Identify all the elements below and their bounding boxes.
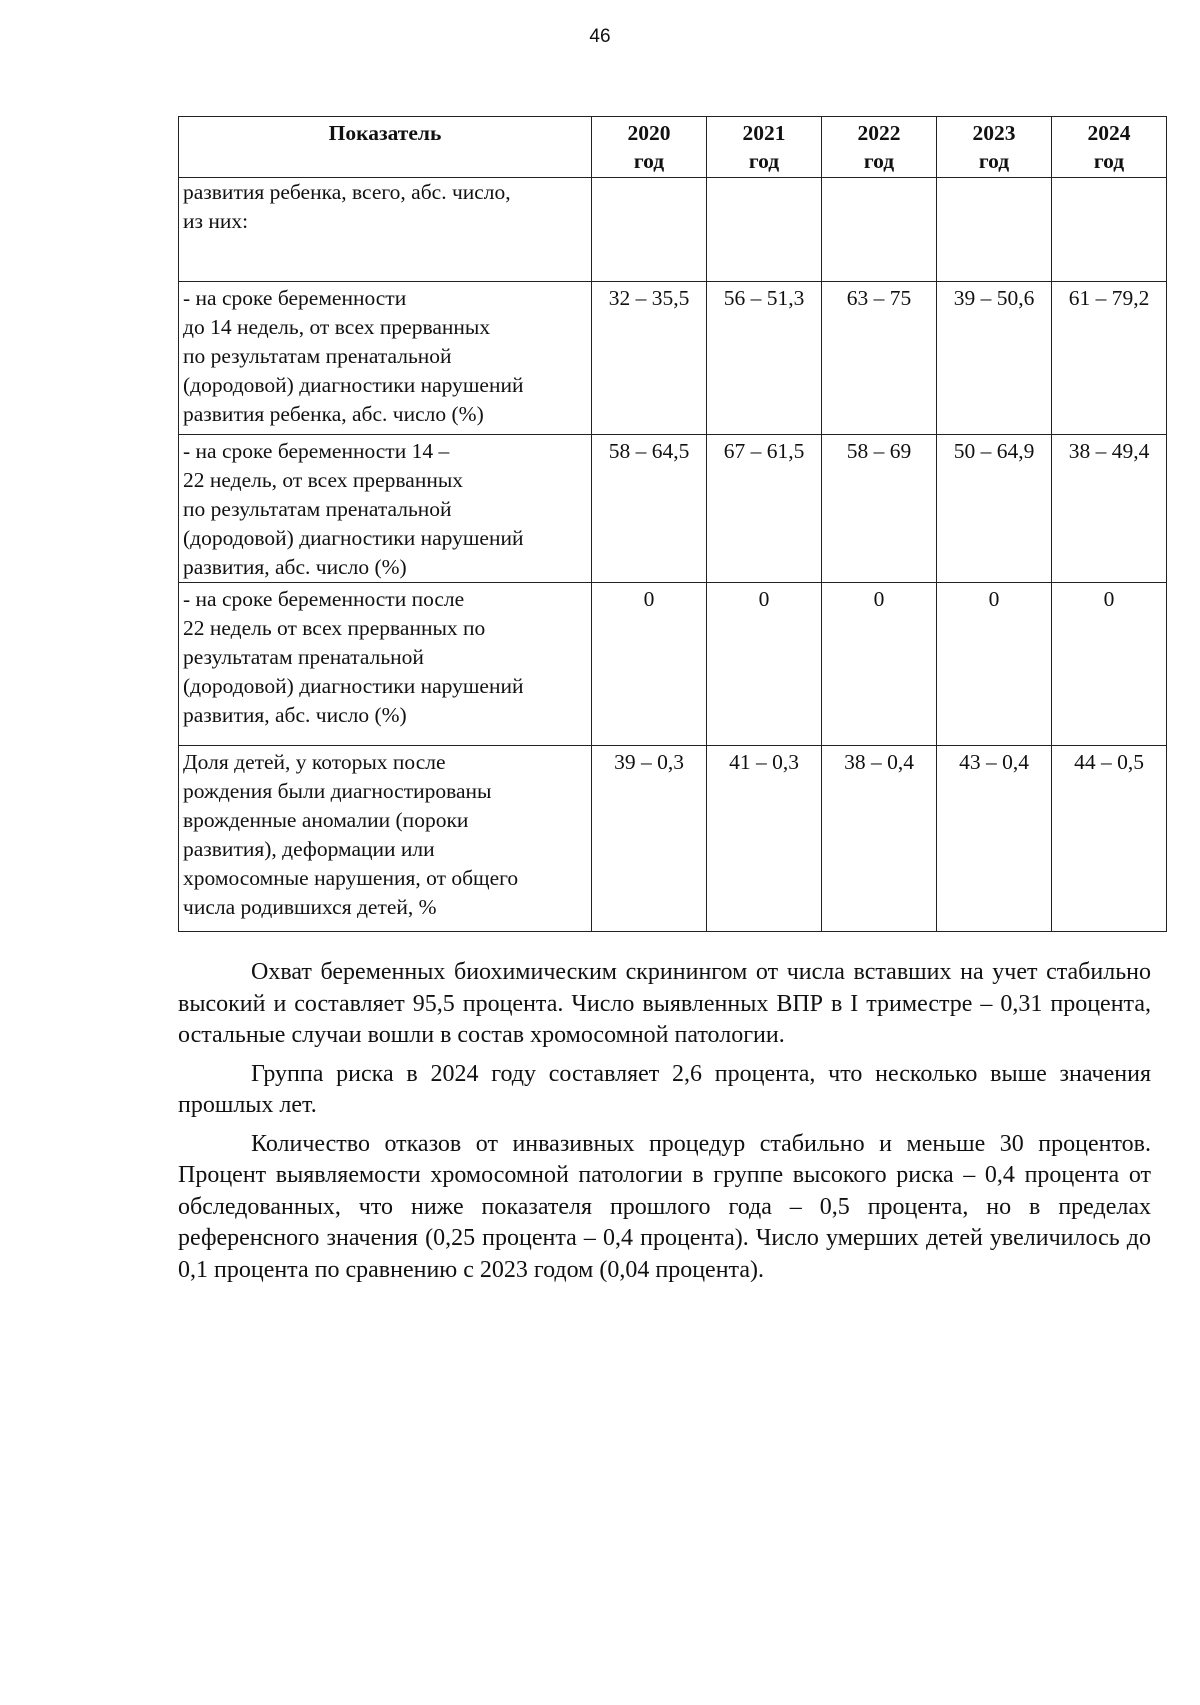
header-year: 2024 — [1087, 121, 1131, 145]
indicator-line: развития, абс. число (%) — [183, 555, 407, 579]
header-year-2021 — [707, 117, 822, 178]
value-cell: 67 – 61,5 — [707, 435, 822, 583]
value-cell: 39 – 50,6 — [937, 282, 1052, 435]
indicator-line: рождения были диагностированы — [183, 779, 492, 803]
value-cell — [937, 178, 1052, 282]
value-cell — [707, 178, 822, 282]
value-cell — [592, 178, 707, 282]
table-header-row — [179, 117, 1167, 178]
page-number: 46 — [589, 26, 611, 47]
paragraph: Количество отказов от инвазивных процедур стабильно и меньше 30 процентов. Процент выявляемости хромосомной патологии в группе высокого риска – 0,4 процента от обследованных, что ниже показателя прошлого года – 0,5 процента, но в пределах референсного значения (0,25 процента – 0,4 процента). Число умерших детей увеличилось до 0,1 процента по сравнению с 2023 годом (0,04 процента). — [178, 1130, 1151, 1283]
indicator-line: 22 недель, от всех прерванных — [183, 468, 464, 492]
header-year-unit: год — [1093, 149, 1125, 173]
header-year: 2023 — [972, 121, 1016, 145]
indicator-line: по результатам пренатальной — [183, 497, 452, 521]
value-cell: 32 – 35,5 — [592, 282, 707, 435]
header-year: 2021 — [742, 121, 786, 145]
header-year-unit: год — [978, 149, 1010, 173]
indicator-line: по результатам пренатальной — [183, 344, 452, 368]
indicator-line: развития ребенка, абс. число (%) — [183, 402, 484, 426]
indicator-line: развития), деформации или — [183, 837, 435, 861]
header-indicator: Показатель — [179, 117, 592, 178]
value-cell: 39 – 0,3 — [592, 746, 707, 932]
indicator-line: Доля детей, у которых после — [183, 750, 446, 774]
indicator-line: числа родившихся детей, % — [183, 895, 437, 919]
header-year-2020 — [592, 117, 707, 178]
value-cell: 61 – 79,2 — [1052, 282, 1167, 435]
value-cell: 0 — [592, 583, 707, 746]
table-row — [179, 435, 1167, 583]
indicator-line: до 14 недель, от всех прерванных — [183, 315, 491, 339]
body-text — [178, 957, 1151, 1293]
header-year: 2020 — [627, 121, 671, 145]
indicator-cell — [179, 583, 592, 746]
indicator-line: из них: — [183, 209, 249, 233]
indicators-table — [178, 116, 1167, 932]
value-cell: 63 – 75 — [822, 282, 937, 435]
value-cell: 58 – 64,5 — [592, 435, 707, 583]
indicator-line: - на сроке беременности после — [183, 587, 465, 611]
indicator-line: (дородовой) диагностики нарушений — [183, 526, 524, 550]
value-cell — [822, 178, 937, 282]
indicator-line: 22 недель от всех прерванных по — [183, 616, 486, 640]
paragraph: Охват беременных биохимическим скринингом от числа вставших на учет стабильно высокий и составляет 95,5 процента. Число выявленных ВПР в I триместре – 0,31 процента, остальные случаи вошли в состав хромосомной патологии. — [178, 959, 1151, 1048]
header-year-unit: год — [633, 149, 665, 173]
table-row — [179, 282, 1167, 435]
table-row — [179, 583, 1167, 746]
header-year-2023 — [937, 117, 1052, 178]
table-row — [179, 178, 1167, 282]
table-row — [179, 746, 1167, 932]
value-cell: 38 – 0,4 — [822, 746, 937, 932]
indicator-line: хромосомные нарушения, от общего — [183, 866, 519, 890]
value-cell: 38 – 49,4 — [1052, 435, 1167, 583]
indicator-line: (дородовой) диагностики нарушений — [183, 373, 524, 397]
indicator-line: результатам пренатальной — [183, 645, 424, 669]
header-year: 2022 — [857, 121, 901, 145]
indicator-line: развития, абс. число (%) — [183, 703, 407, 727]
header-year-2022 — [822, 117, 937, 178]
value-cell: 0 — [822, 583, 937, 746]
indicator-cell — [179, 435, 592, 583]
indicator-line: (дородовой) диагностики нарушений — [183, 674, 524, 698]
indicator-line: врожденные аномалии (пороки — [183, 808, 469, 832]
indicator-line: - на сроке беременности — [183, 286, 407, 310]
value-cell: 58 – 69 — [822, 435, 937, 583]
indicator-line: - на сроке беременности 14 – — [183, 439, 450, 463]
value-cell: 56 – 51,3 — [707, 282, 822, 435]
value-cell: 50 – 64,9 — [937, 435, 1052, 583]
value-cell — [1052, 178, 1167, 282]
header-year-unit: год — [748, 149, 780, 173]
value-cell: 44 – 0,5 — [1052, 746, 1167, 932]
value-cell: 0 — [1052, 583, 1167, 746]
paragraph: Группа риска в 2024 году составляет 2,6 процента, что несколько выше значения прошлых лет. — [178, 1060, 1151, 1118]
header-year-unit: год — [863, 149, 895, 173]
indicator-cell — [179, 178, 592, 282]
indicator-cell — [179, 282, 592, 435]
value-cell: 43 – 0,4 — [937, 746, 1052, 932]
indicator-cell — [179, 746, 592, 932]
value-cell: 0 — [937, 583, 1052, 746]
value-cell: 0 — [707, 583, 822, 746]
value-cell: 41 – 0,3 — [707, 746, 822, 932]
indicator-line: развития ребенка, всего, абс. число, — [183, 180, 511, 204]
header-year-2024 — [1052, 117, 1167, 178]
